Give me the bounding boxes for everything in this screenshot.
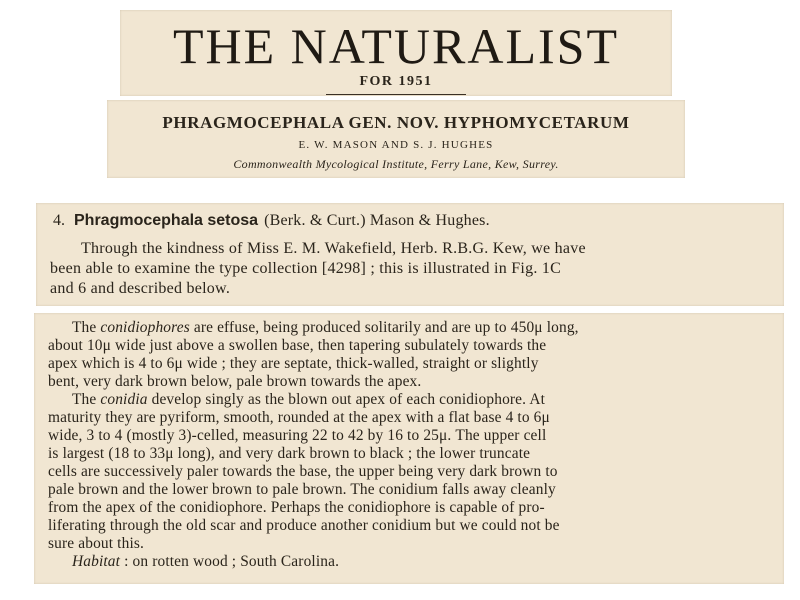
description-line: sure about this.	[48, 535, 145, 552]
intro-line: Through the kindness of Miss E. M. Wakefield, Herb. R.B.G. Kew, we have	[81, 240, 586, 257]
species-number: 4.	[53, 212, 65, 229]
species-section	[36, 203, 784, 306]
description-line: liferating through the old scar and produce another conidium but we could not be	[48, 517, 560, 534]
description-line: pale brown and the lower brown to pale brown. The conidium falls away cleanly	[48, 481, 556, 498]
intro-line: been able to examine the type collection [4298] ; this is illustrated in Fig. 1C	[50, 260, 562, 277]
article-affiliation: Commonwealth Mycological Institute, Ferry Lane, Kew, Surrey.	[233, 157, 559, 171]
description-section	[34, 313, 784, 584]
term-habitat: Habitat	[72, 553, 121, 570]
description-line: about 10μ wide just above a swollen base, then tapering subulately towards the	[48, 337, 547, 354]
description-line: bent, very dark brown below, pale brown towards the apex.	[48, 373, 422, 390]
term-conidia: conidia	[100, 391, 148, 408]
article-title: PHRAGMOCEPHALA GEN. NOV. HYPHOMYCETARUM	[162, 113, 630, 132]
description-line: cells are successively paler towards the base, the upper being very dark brown to	[48, 463, 558, 480]
article-authors: E. W. MASON AND S. J. HUGHES	[298, 139, 494, 151]
journal-year: FOR 1951	[359, 74, 433, 89]
description-line: apex which is 4 to 6μ wide ; they are septate, thick-walled, straight or slightly	[48, 355, 539, 372]
description-line: The conidia develop singly as the blown out apex of each conidiophore. At	[72, 391, 546, 408]
species-authority: (Berk. & Curt.) Mason & Hughes.	[264, 212, 490, 229]
year-underline-rule	[326, 94, 466, 95]
intro-line: and 6 and described below.	[50, 280, 231, 297]
description-line: is largest (18 to 33μ long), and very dark brown to black ; the lower truncate	[48, 445, 531, 462]
description-line: wide, 3 to 4 (mostly 3)-celled, measuring 22 to 42 by 16 to 25μ. The upper cell	[48, 427, 547, 444]
species-heading	[53, 211, 490, 231]
species-name: Phragmocephala setosa	[74, 212, 259, 229]
article-header	[107, 100, 685, 178]
description-line: The conidiophores are effuse, being produced solitarily and are up to 450μ long,	[72, 319, 579, 336]
description-line: maturity they are pyriform, smooth, rounded at the apex with a flat base 4 to 6μ	[48, 409, 550, 426]
term-conidiophores: conidiophores	[100, 319, 190, 336]
journal-masthead	[120, 10, 672, 96]
habitat-line: Habitat : on rotten wood ; South Carolina.	[72, 553, 340, 570]
description-line: from the apex of the conidiophore. Perhaps the conidiophore is capable of pro-	[48, 499, 545, 516]
journal-title: THE NATURALIST	[172, 18, 620, 74]
